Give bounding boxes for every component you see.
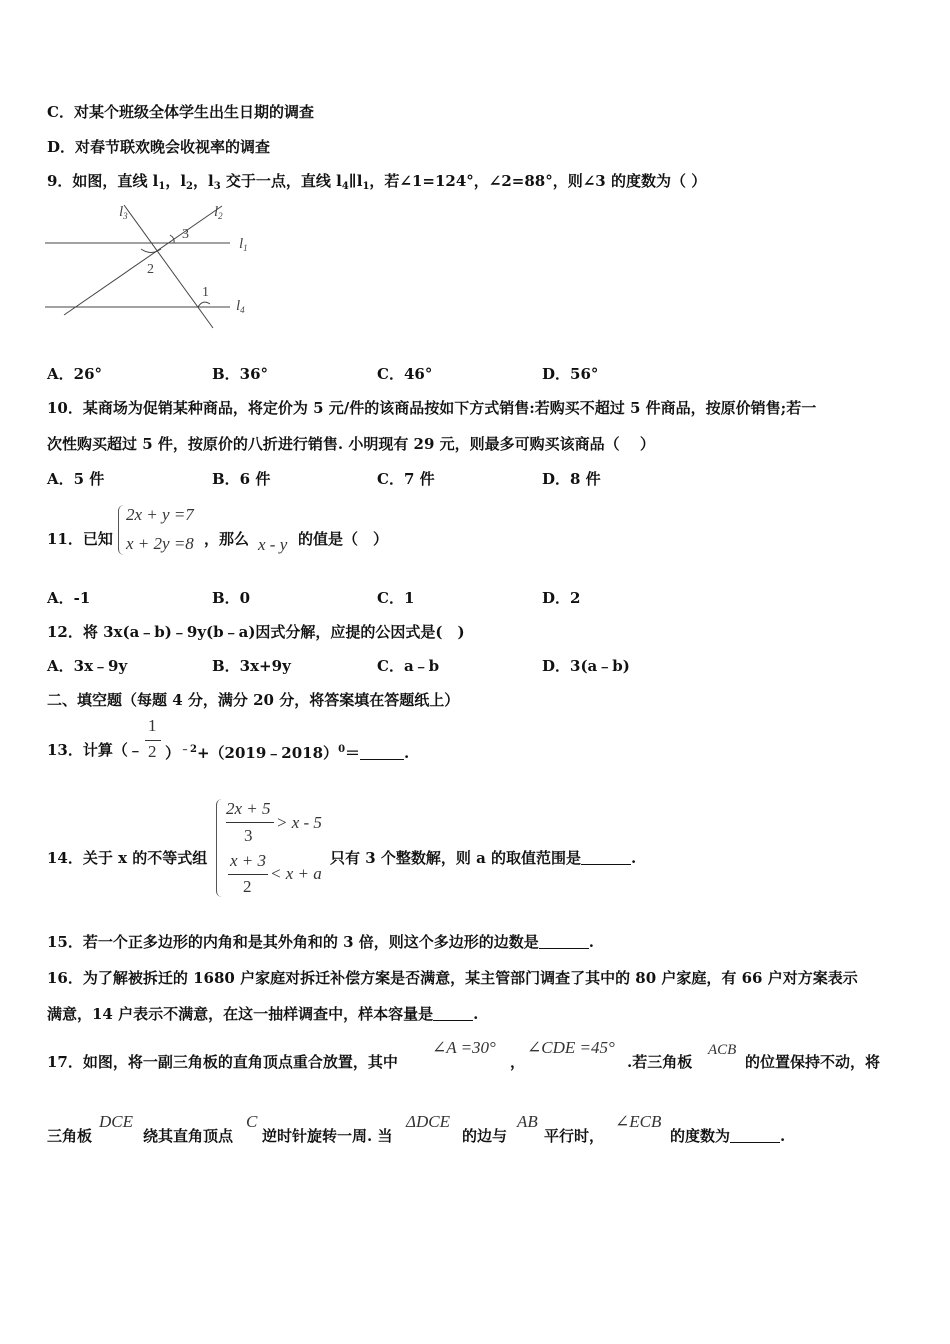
q9-option-c: C．46° — [377, 365, 433, 383]
q17-angle-a: ∠A =30° — [432, 1038, 496, 1057]
q14-ineq2-numerator: x + 3 — [230, 851, 267, 870]
q10-stem-line2: 次性购买超过 5 件，按原价的八折进行销售. 小明现有 29 元，则最多可购买该商品（ ） — [47, 435, 655, 453]
q11-option-d: D．2 — [542, 589, 581, 607]
q17-text-j: 的度数为 . — [670, 1127, 786, 1145]
label-angle-3: 3 — [182, 227, 189, 242]
q17-text-g: 逆时针旋转一周. 当 — [262, 1127, 393, 1145]
q12-option-a: A．3x﹣9y — [47, 657, 128, 675]
q14-ineq1-rest: > x - 5 — [276, 813, 322, 832]
section-2-heading: 二、填空题（每题 4 分，满分 20 分，将答案填在答题纸上） — [47, 691, 460, 709]
q17-text-c: .若三角板 — [627, 1053, 693, 1071]
q13-fraction-denominator: 2 — [148, 742, 157, 761]
q12-option-c: C．a﹣b — [377, 657, 440, 675]
q13-fraction-bar — [145, 740, 161, 741]
q14-suffix: 只有 3 个整数解，则 a 的取值范围是 . — [330, 849, 637, 867]
q17-delta-dce: ΔDCE — [406, 1112, 450, 1131]
q12-option-d: D．3(a﹣b) — [542, 657, 630, 675]
q9-option-d: D．56° — [542, 365, 599, 383]
q13-prefix: 13．计算（﹣ — [47, 741, 143, 759]
q15-stem: 15．若一个正多边形的内角和是其外角和的 3 倍，则这个多边形的边数是 . — [47, 933, 594, 951]
q14-system-brace — [216, 799, 223, 897]
q13-answer-blank[interactable] — [360, 745, 404, 760]
q17-text-e: 三角板 — [47, 1127, 93, 1145]
q10-option-d: D．8 件 — [542, 470, 601, 488]
q9-stem: 9．如图，直线 $l_1$，$l_2$，$l_3$ 交于一点，直线 $l_4\parallel l_1$，若∠1=124°，∠2=88°，则∠3 的度数为（ ） — [47, 172, 707, 192]
q17-text-a: 17．如图，将一副三角板的直角顶点重合放置，其中 — [47, 1053, 398, 1071]
q14-prefix: 14．关于 x 的不等式组 — [47, 849, 208, 867]
q12-option-b: B．3x+9y — [212, 657, 291, 675]
q16-stem-line2: 满意，14 户表示不满意，在这一抽样调查中，样本容量是 . — [47, 1005, 479, 1023]
q11-prefix: 11．已知 — [47, 530, 113, 548]
q14-ineq1-numerator: 2x + 5 — [226, 799, 271, 818]
q17-vertex-c: C — [246, 1112, 258, 1131]
q17-text-b: ， — [510, 1053, 526, 1071]
q8-option-d: D．对春节联欢晚会收视率的调查 — [47, 138, 271, 156]
q11-mid: ，那么 — [204, 530, 250, 548]
q17-angle-cde: ∠CDE =45° — [527, 1038, 615, 1057]
q8-option-c: C．对某个班级全体学生出生日期的调查 — [47, 103, 314, 121]
q9-option-a: A．26° — [47, 365, 103, 383]
q11-equation-1: 2x + y =7 — [126, 505, 194, 524]
line-l3 — [124, 205, 213, 328]
q17-triangle-acb: ACB — [708, 1042, 737, 1058]
q9-option-b: B．36° — [212, 365, 269, 383]
q11-expression: x - y — [258, 535, 288, 554]
q16-answer-blank[interactable] — [433, 1006, 473, 1021]
q13-fraction-numerator: 1 — [148, 716, 157, 735]
q9-figure — [40, 196, 270, 336]
q10-option-b: B．6 件 — [212, 470, 271, 488]
q17-angle-ecb: ∠ECB — [615, 1112, 662, 1131]
angle-1-arc — [198, 302, 210, 307]
q11-option-a: A．-1 — [47, 589, 91, 607]
q14-ineq2-rest: < x + a — [270, 864, 322, 883]
label-angle-2: 2 — [147, 262, 154, 277]
line-l2 — [64, 206, 222, 315]
q14-ineq1-bar — [226, 822, 274, 823]
q17-text-f: 绕其直角顶点 — [143, 1127, 234, 1145]
label-l2: $l_2$ — [214, 204, 223, 221]
q13-rest: ）$^{﹣2}$+（2019﹣2018）$^0$＝ . — [165, 744, 410, 762]
q16-stem-line1: 16．为了解被拆迁的 1680 户家庭对拆迁补偿方案是否满意，某主管部门调查了其中的 80 户家庭，有 66 户对方案表示 — [47, 969, 858, 987]
q10-option-a: A．5 件 — [47, 470, 105, 488]
q17-text-i: 平行时， — [544, 1127, 605, 1145]
q11-option-c: C．1 — [377, 589, 415, 607]
label-l3: $l_3$ — [119, 204, 128, 221]
q17-text-d: 的位置保持不动，将 — [745, 1053, 881, 1071]
label-l1: $l_1$ — [239, 236, 248, 253]
q14-ineq1-denominator: 3 — [244, 826, 253, 845]
label-angle-1: 1 — [202, 285, 209, 300]
q11-equation-2: x + 2y =8 — [126, 534, 194, 553]
label-l4: $l_4$ — [236, 298, 245, 315]
q15-answer-blank[interactable] — [539, 934, 589, 949]
q17-segment-ab: AB — [517, 1112, 538, 1131]
q12-stem: 12．将 3x(a﹣b)﹣9y(b﹣a)因式分解，应提的公因式是( ) — [47, 623, 465, 641]
q17-answer-blank[interactable] — [730, 1128, 780, 1143]
q14-ineq2-denominator: 2 — [243, 877, 252, 896]
q11-suffix: 的值是（ ） — [298, 530, 389, 548]
q11-option-b: B．0 — [212, 589, 251, 607]
q14-answer-blank[interactable] — [581, 850, 631, 865]
q17-triangle-dce: DCE — [99, 1112, 133, 1131]
q10-option-c: C．7 件 — [377, 470, 435, 488]
q14-ineq2-bar — [228, 874, 268, 875]
q10-stem-line1: 10．某商场为促销某种商品，将定价为 5 元/件的该商品按如下方式销售:若购买不超过 5 件商品，按原价销售;若一 — [47, 399, 817, 417]
q11-system-brace — [118, 505, 125, 555]
q17-text-h: 的边与 — [462, 1127, 508, 1145]
